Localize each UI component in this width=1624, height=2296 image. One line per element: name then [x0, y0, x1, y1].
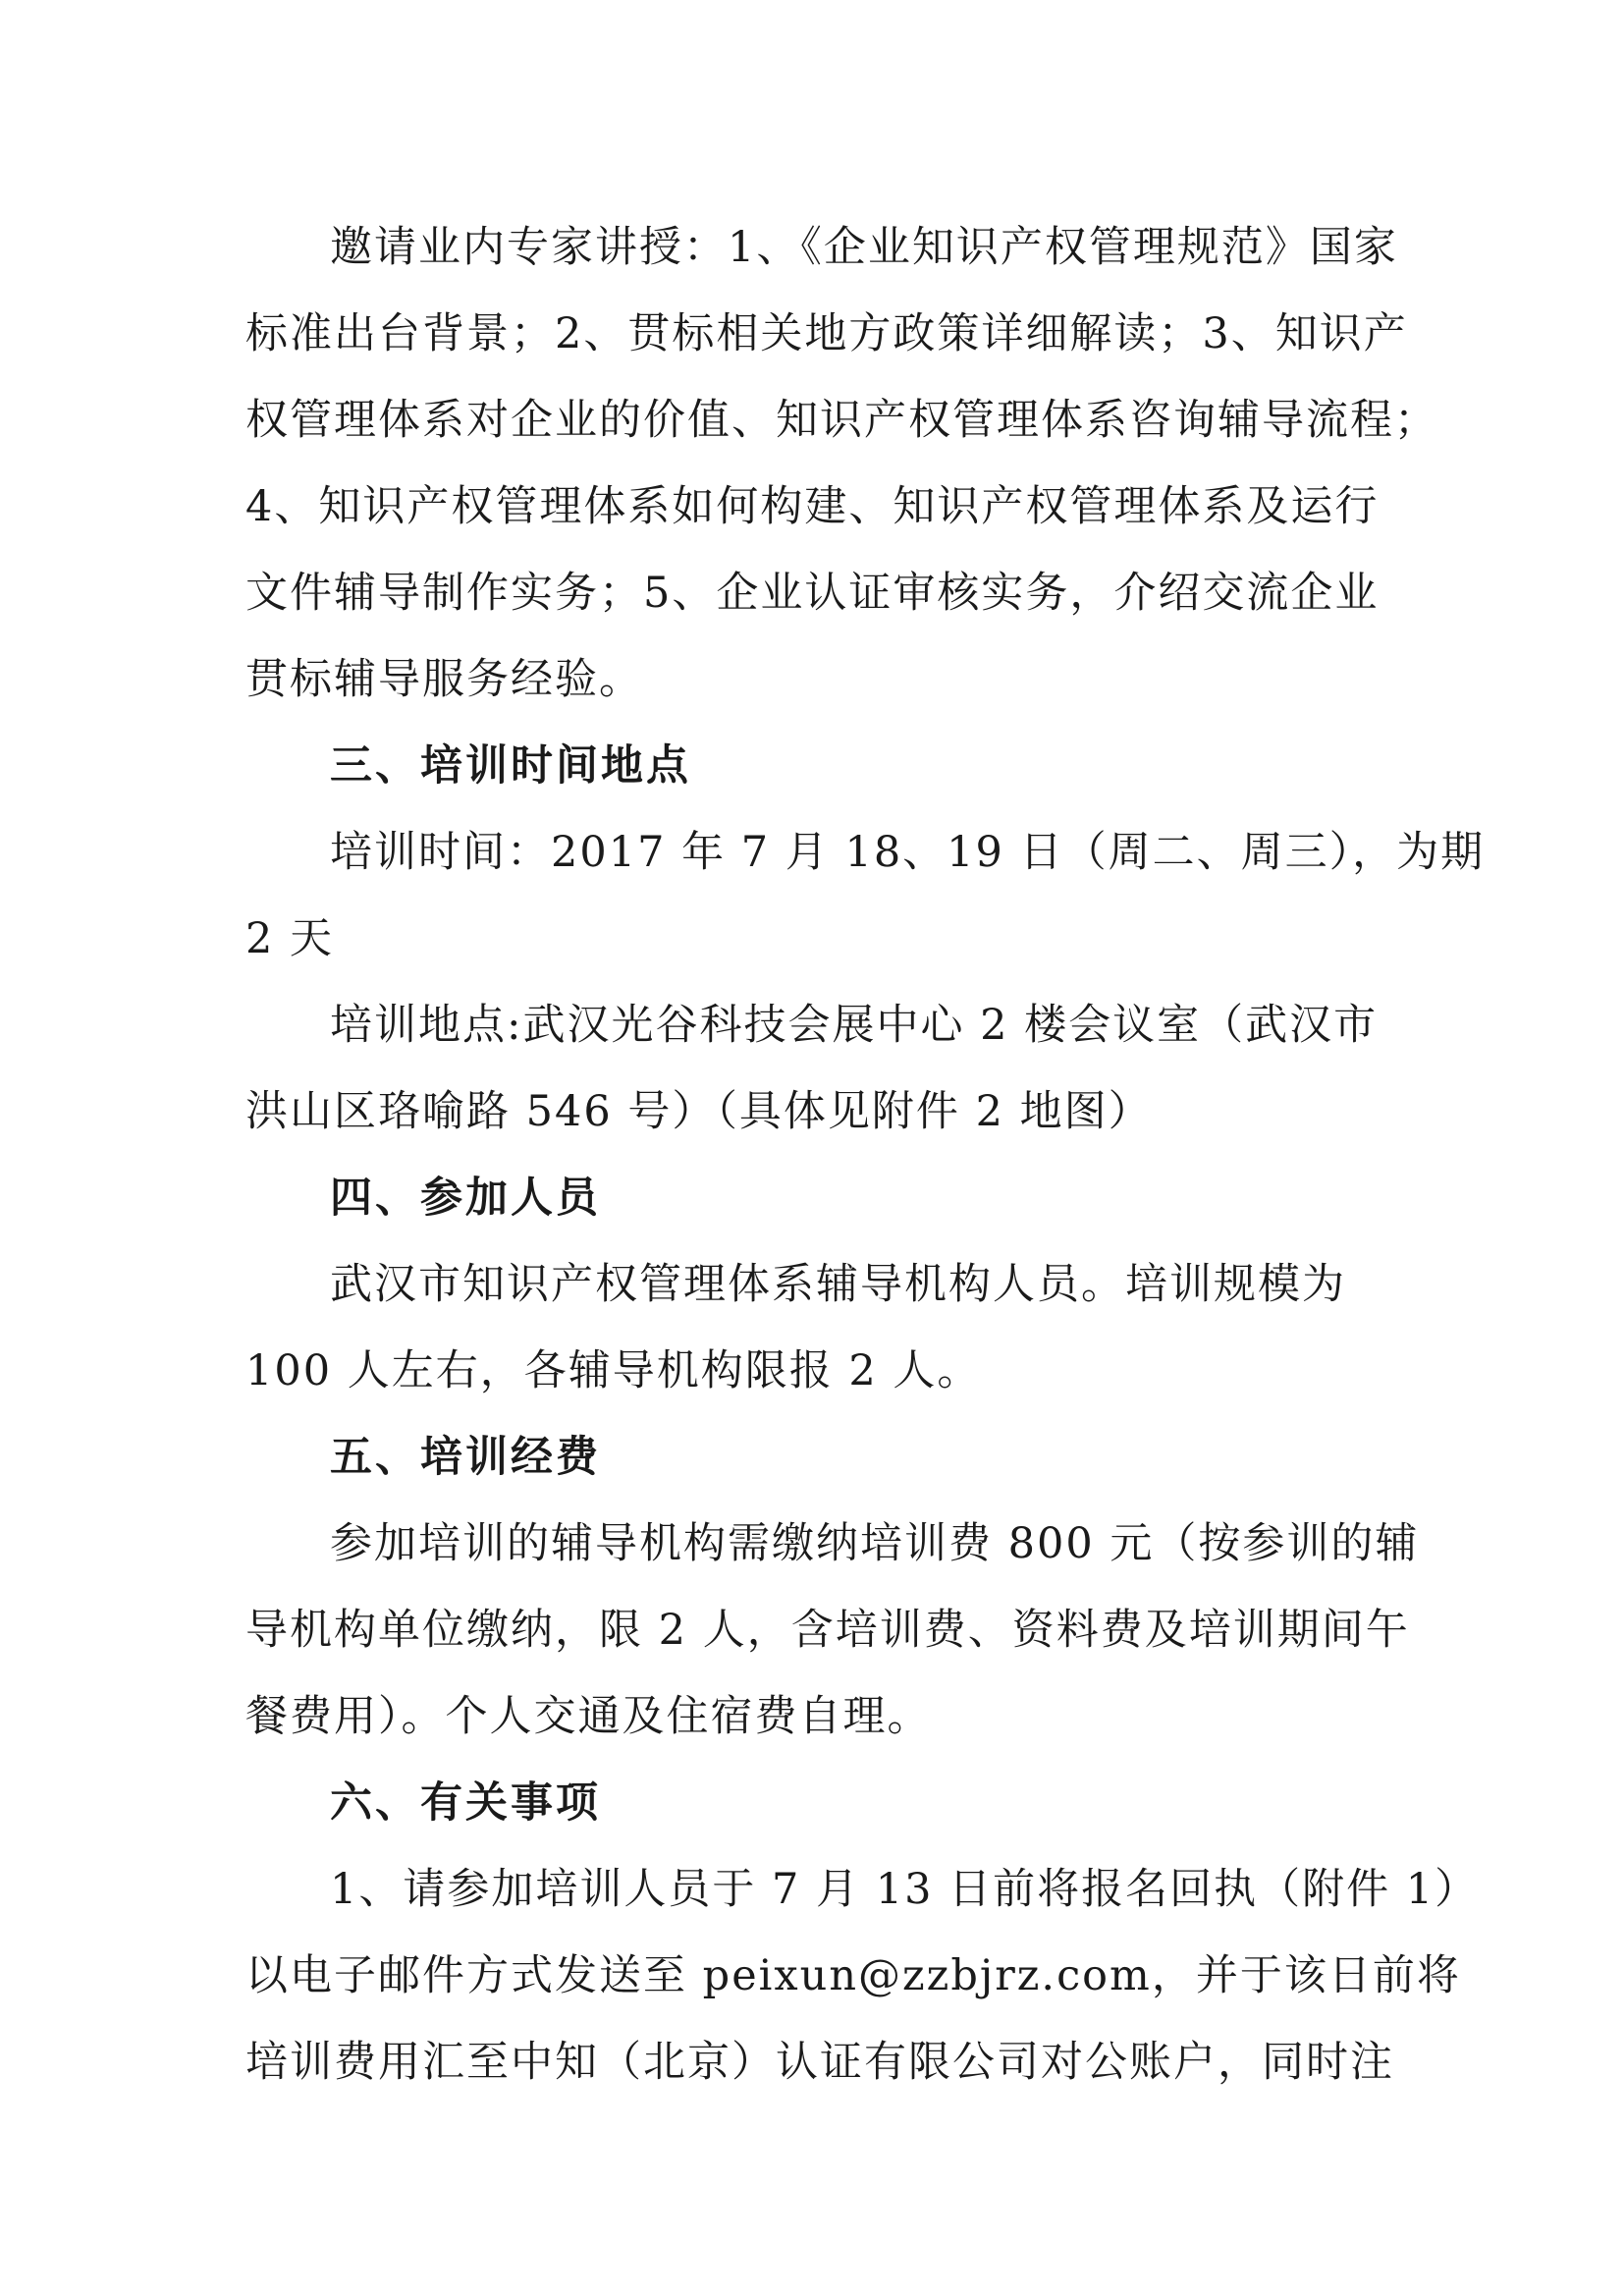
paragraph-line: 导机构单位缴纳，限 2 人，含培训费、资料费及培训期间午: [245, 1606, 1410, 1655]
paragraph-line: 培训费用汇至中知（北京）认证有限公司对公账户，同时注: [245, 2038, 1394, 2087]
paragraph-line: 4、知识产权管理体系如何构建、知识产权管理体系及运行: [245, 482, 1380, 531]
paragraph-line: 洪山区珞喻路 546 号）（具体见附件 2 地图）: [245, 1087, 1153, 1136]
paragraph-line: 权管理体系对企业的价值、知识产权管理体系咨询辅导流程；: [245, 396, 1438, 445]
section-heading: 四、参加人员: [330, 1174, 601, 1223]
section-heading: 六、有关事项: [330, 1778, 601, 1828]
paragraph-line: 餐费用）。个人交通及住宿费自理。: [245, 1692, 932, 1741]
paragraph-line: 1、请参加培训人员于 7 月 13 日前将报名回执（附件 1）: [330, 1865, 1480, 1914]
section-heading: 三、培训时间地点: [330, 741, 691, 791]
paragraph-line: 贯标辅导服务经验。: [245, 655, 643, 704]
paragraph-line: 培训地点:武汉光谷科技会展中心 2 楼会议室（武汉市: [330, 1001, 1379, 1050]
paragraph-line: 邀请业内专家讲授：1、《企业知识产权管理规范》国家: [330, 223, 1398, 272]
paragraph-line: 100 人左右，各辅导机构限报 2 人。: [245, 1346, 982, 1395]
paragraph-line: 参加培训的辅导机构需缴纳培训费 800 元（按参训的辅: [330, 1519, 1420, 1568]
paragraph-line: 培训时间：2017 年 7 月 18、19 日（周二、周三），为期: [330, 828, 1486, 877]
paragraph-line: 武汉市知识产权管理体系辅导机构人员。培训规模为: [330, 1260, 1346, 1309]
paragraph-line: 文件辅导制作实务；5、企业认证审核实务，介绍交流企业: [245, 569, 1380, 618]
paragraph-line: 标准出台背景；2、贯标相关地方政策详细解读；3、知识产: [245, 309, 1408, 358]
document-body: [245, 204, 1486, 2105]
paragraph-line: 以电子邮件方式发送至 peixun@zzbjrz.com，并于该日前将: [245, 1951, 1461, 2000]
paragraph-line: 2 天: [245, 914, 335, 963]
section-heading: 五、培训经费: [330, 1433, 601, 1482]
